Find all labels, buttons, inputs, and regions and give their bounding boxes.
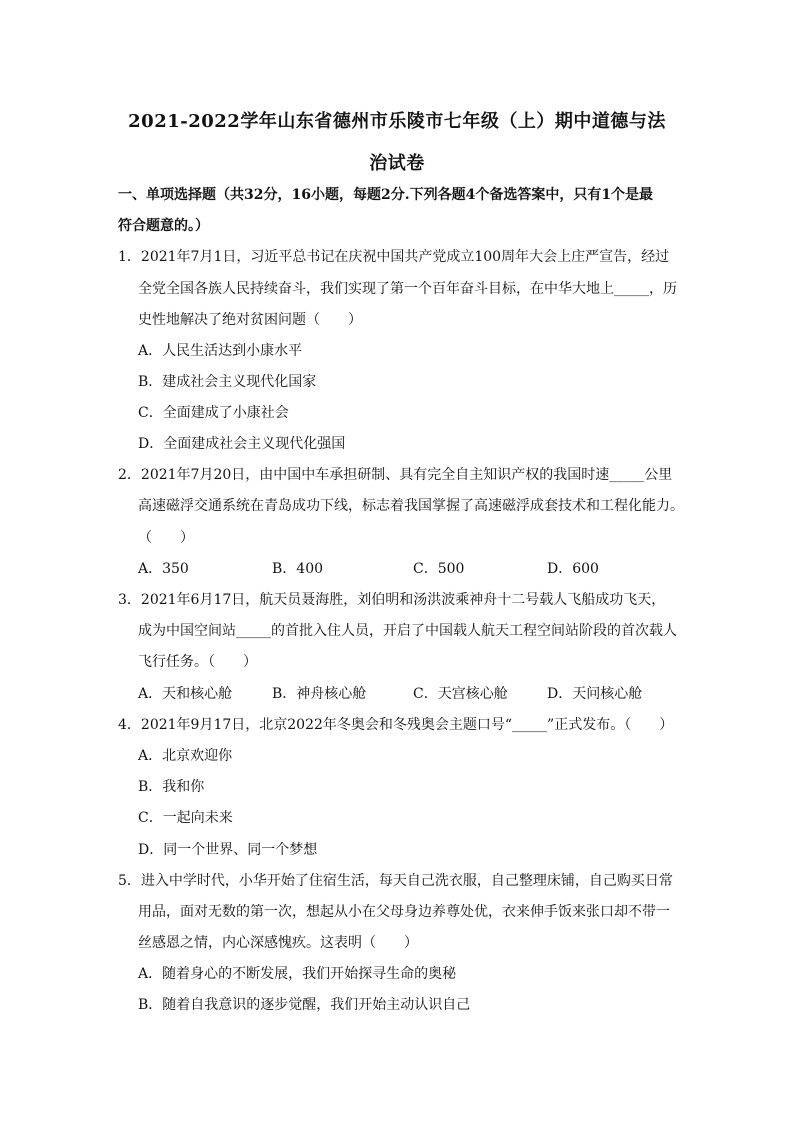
question-3-option-c: C．天宫核心舱 (413, 686, 508, 702)
question-2-option-a: A．350 (138, 561, 189, 577)
question-2-option-b: B．400 (272, 561, 324, 577)
question-2-option-c: C．500 (413, 561, 465, 577)
question-2-line-1: 2．2021年7月20日，由中国中车承担研制、具有完全自主知识产权的我国时速_____公里 (118, 467, 673, 483)
question-1-option-b: B．建成社会主义现代化国家 (138, 374, 317, 390)
section-heading-line-2: 符合题意的。） (118, 218, 209, 234)
question-4-option-d: D．同一个世界、同一个梦想 (138, 842, 318, 858)
question-5-option-b: B．随着自我意识的逐步觉醒，我们开始主动认识自己 (138, 997, 471, 1013)
question-1-option-c: C．全面建成了小康社会 (138, 405, 289, 421)
question-5-line-2: 用品，面对无数的第一次，想起从小在父母身边养尊处优，衣来伸手饭来张口却不带一 (138, 904, 670, 920)
question-3-line-1: 3．2021年6月17日，航天员聂海胜，刘伯明和汤洪波乘神舟十二号载人飞船成功飞天， (118, 592, 666, 608)
question-1-line-2: 全党全国各族人民持续奋斗，我们实现了第一个百年奋斗目标，在中华大地上_____，历 (138, 281, 677, 297)
question-1-option-d: D．全面建成社会主义现代化强国 (138, 436, 346, 452)
question-5-line-1: 5．进入中学时代，小华开始了住宿生活，每天自己洗衣服，自己整理床铺，自己购买日常 (118, 873, 673, 889)
question-5-line-3: 丝感恩之情，内心深感愧疚。这表明（ ） (138, 935, 418, 951)
question-4-line-1: 4．2021年9月17日，北京2022年冬奥会和冬残奥会主题口号“_____”正式发布。（ ） (118, 717, 674, 733)
question-1-line-1: 1．2021年7月1日，习近平总书记在庆祝中国共产党成立100周年大会上庄严宣告，经过 (118, 249, 670, 265)
question-1-option-a: A．人民生活达到小康水平 (138, 343, 303, 359)
question-4-option-c: C．一起向未来 (138, 810, 233, 826)
question-2-line-3: （ ） (138, 530, 194, 546)
section-heading-line-1: 一、单项选择题（共32分，16小题，每题2分.下列各题4个备选答案中，只有1个是最 (118, 187, 654, 203)
question-3-option-d: D．天问核心舱 (547, 686, 643, 702)
question-2-line-2: 高速磁浮交通系统在青岛成功下线，标志着我国掌握了高速磁浮成套技术和工程化能力。 (138, 498, 684, 514)
question-3-option-a: A．天和核心舱 (138, 686, 233, 702)
question-2-option-d: D．600 (547, 561, 599, 577)
question-5-option-a: A．随着身心的不断发展，我们开始探寻生命的奥秘 (138, 966, 457, 982)
exam-title-line-1: 2021-2022学年山东省德州市乐陵市七年级（上）期中道德与法 (128, 111, 666, 132)
question-3-option-b: B．神舟核心舱 (272, 686, 367, 702)
question-4-option-b: B．我和你 (138, 779, 205, 795)
question-1-line-3: 史性地解决了绝对贫困问题（ ） (138, 312, 362, 328)
question-3-line-2: 成为中国空间站_____的首批入住人员，开启了中国载人航天工程空间站阶段的首次载人 (138, 623, 677, 639)
question-4-option-a: A．北京欢迎你 (138, 748, 233, 764)
question-3-line-3: 飞行任务。（ ） (138, 654, 257, 670)
exam-title-line-2: 治试卷 (369, 153, 425, 174)
